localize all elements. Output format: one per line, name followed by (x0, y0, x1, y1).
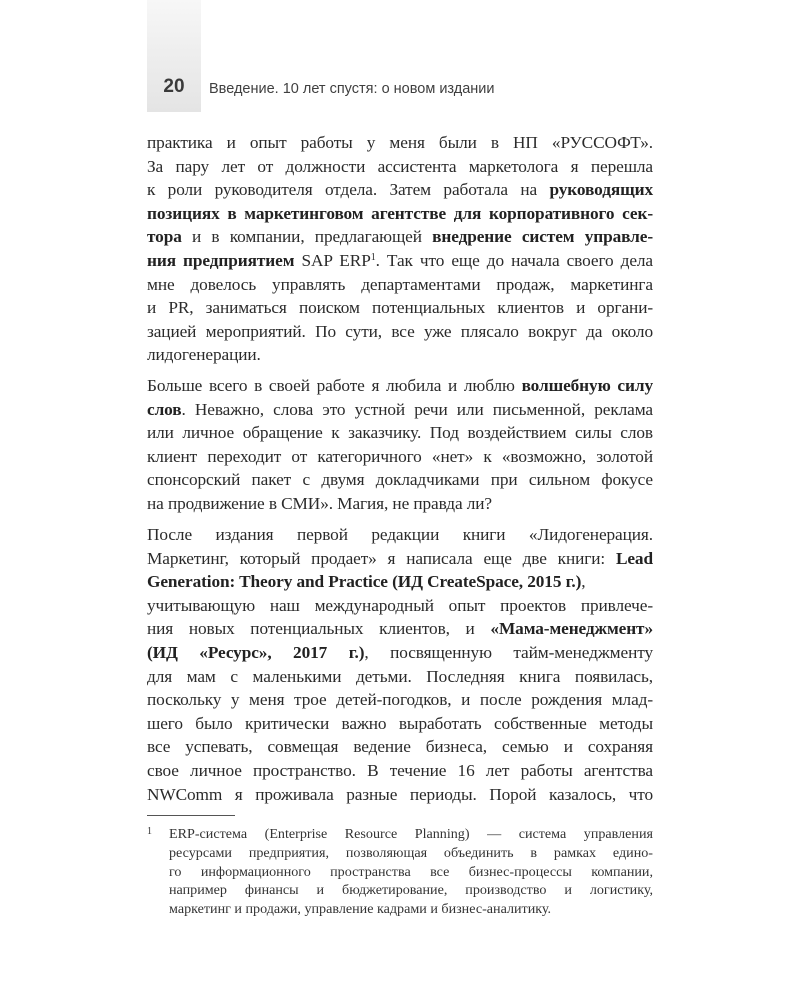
paragraph-3 (147, 523, 653, 806)
text-line: практика и опыт работы у меня были в НП «РУССОФТ». (147, 133, 653, 152)
paragraph-1 (147, 131, 653, 367)
text-line: поскольку у меня трое детей-погодков, и после рождения млад- (147, 690, 653, 710)
text-line: все успевать, совмещая ведение бизнеса, семью и сохраняя (147, 737, 653, 757)
text-line: учитывающую наш международный опыт проектов привлече- (147, 595, 653, 615)
text-line: После издания первой редакции книги «Лидогенерация. (147, 525, 653, 544)
footnote-line: ERP-система (Enterprise Resource Planning) — система управления (169, 826, 653, 842)
running-title: Введение. 10 лет спустя: о новом издании (209, 81, 495, 97)
text-line: позициях в маркетинговом агентстве для корпоративного сек- (147, 203, 653, 223)
text-line: мне довелось управлять департаментами продаж, маркетинга (147, 274, 653, 294)
text-line: спонсорский пакет с двумя докладчиками при сильном фокусе (147, 470, 653, 490)
text-line: тора и в компании, предлагающей внедрение систем управле- (147, 227, 653, 247)
text-line: Больше всего в своей работе я любила и люблю волшебную силу (147, 376, 653, 395)
text-line: Generation: Theory and Practice (ИД CreateSpace, 2015 г.), (147, 572, 586, 592)
text-line: для мам с маленькими детьми. Последняя книга появилась, (147, 666, 653, 686)
text-line: или личное обращение к заказчику. Под воздействием силы слов (147, 423, 653, 443)
paragraph-2 (147, 374, 653, 516)
text-line: ния предприятием SAP ERP$^1$. Так что еще до начала своего дела (147, 250, 653, 270)
footnote-mark: 1 (147, 826, 152, 837)
text-line: к роли руководителя отдела. Затем работала на руководящих (147, 180, 653, 200)
text-line: клиент переходит от категоричного «нет» к «возможно, золотой (147, 446, 653, 466)
text-line: За пару лет от должности ассистента маркетолога я перешла (147, 156, 653, 176)
footnote-line: маркетинг и продажи, управление кадрами и бизнес-аналитику. (169, 901, 552, 918)
text-line: лидогенерации. (147, 345, 261, 365)
footnote (147, 825, 653, 919)
text-line: (ИД «Ресурс», 2017 г.), посвященную тайм-менеджменту (147, 642, 653, 662)
text-line: свое личное пространство. В течение 16 лет работы агентства (147, 760, 653, 780)
footnote-divider (147, 815, 235, 816)
text-line: слов. Неважно, слова это устной речи или письменной, реклама (147, 399, 653, 419)
text-line: Маркетинг, который продает» я написала еще две книги: Lead (147, 548, 653, 568)
footnote-line: например финансы и бюджетирование, производство и логистику, (169, 882, 653, 899)
text-line: зацией мероприятий. По сути, все уже плясало вокруг да около (147, 321, 653, 341)
footnote-line: го информационного пространства все бизнес-процессы компании, (169, 863, 653, 880)
footnote-line: ресурсами предприятия, позволяющая объединить в рамках едино- (169, 844, 653, 861)
text-line: ния новых потенциальных клиентов, и «Мама-менеджмент» (147, 619, 653, 639)
text-line: шего было критически важно выработать собственные методы (147, 713, 653, 733)
footnote-ref: 1 (370, 251, 376, 263)
text-line: на продвижение в СМИ». Магия, не правда ли? (147, 493, 492, 513)
text-line: NWComm я проживала разные периоды. Порой казалось, что (147, 784, 653, 804)
page-number: 20 (163, 76, 185, 97)
text-line: и PR, заниматься поиском потенциальных клиентов и органи- (147, 298, 653, 318)
